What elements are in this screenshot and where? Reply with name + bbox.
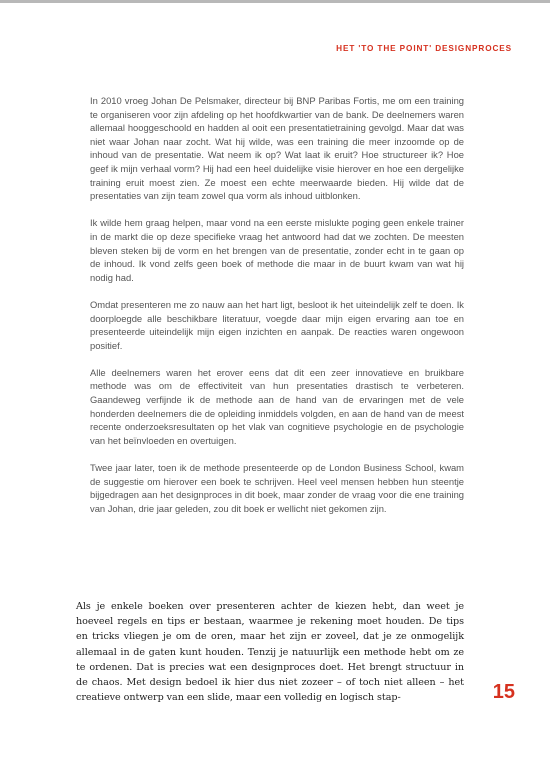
main-paragraph: Als je enkele boeken over presenteren achter de kiezen hebt, dan weet je hoeveel regels en tips er bestaan, waarmee je rekening moet houden. De tips en tricks vliegen je om de oren, maar het zijn er zoveel, dat je ze onmogelijk allemaal in de gaten kunt houden. Tenzij je natuurlijk een methode hebt om ze te ordenen. Dat is precies wat een designproces doet. Het brengt structuur in de chaos. Met design bedoel ik hier dus niet zozeer – of toch niet alleen – het creatieve ontwerp van een slide, maar een volledig en logisch stap- [76, 601, 464, 704]
intro-paragraph: Ik wilde hem graag helpen, maar vond na een eerste mislukte poging geen enkele trainer in de markt die op deze specifieke vraag het antwoord had dat we zochten. De meesten bleven steken bij de vorm en het brengen van de presentatie, zonder echt in te gaan op de inhoud. Ik vond zelfs geen boek of methode die maar in de buurt kwam van wat hij nodig had. [90, 217, 464, 283]
intro-paragraph: Alle deelnemers waren het erover eens dat dit een zeer innovatieve en bruikbare methode was om de effectiviteit van hun presentaties drastisch te verbeteren. Gaandeweg verfijnde ik de methode aan de hand van de ervaringen met de vele honderden deelnemers die de opleiding inmiddels volgden, en aan de hand van de meest recente onderzoeksresultaten op het vlak van cognitieve psychologie en de psychologie van het beïnvloeden en overtuigen. [90, 366, 464, 446]
intro-paragraph: Omdat presenteren me zo nauw aan het hart ligt, besloot ik het uiteindelijk zelf te doen. Ik doorploegde alle beschikbare literatuur, voegde daar mijn eigen ervaring aan toe en presenteerde uiteindelijk mijn eigen inzichten en aanpak. De reacties waren ongewoon positief. [90, 298, 464, 351]
running-header: HET 'TO THE POINT' DESIGNPROCES [336, 44, 512, 53]
top-rule [0, 0, 550, 3]
intro-paragraph: In 2010 vroeg Johan De Pelsmaker, directeur bij BNP Paribas Fortis, me om een training te organiseren voor zijn afdeling op het hoofdkwartier van de bank. De deelnemers waren allemaal hooggeschoold en hadden al ooit een presentatietraining gevolgd. Maar dat was niet waar Johan naar zocht. Wat hij wilde, was een training die meer inzoomde op de inhoud van de presentatie. Wat neem ik op? Wat laat ik eruit? Hoe structureer ik? Hoe geef ik mijn verhaal vorm? Hij had een heel duidelijke visie hierover en hoe een dergelijke training eruit moest zien. Ze moest een echte meerwaarde bieden. Hij wilde dat de presentaties van zijn team zowel qua vorm als inhoud uitblonken. [90, 95, 464, 202]
intro-paragraph: Twee jaar later, toen ik de methode presenteerde op de London Business School, kwam de suggestie om hierover een boek te schrijven. Heel veel mensen hebben hun steentje bijgedragen aan het designproces in dit boek, maar zonder de vraag voor die ene training van Johan, drie jaar geleden, zou dit boek er wellicht niet gekomen zijn. [90, 462, 464, 514]
intro-text-block [90, 94, 464, 529]
page-number: 15 [492, 681, 515, 703]
main-text-block [76, 599, 464, 705]
